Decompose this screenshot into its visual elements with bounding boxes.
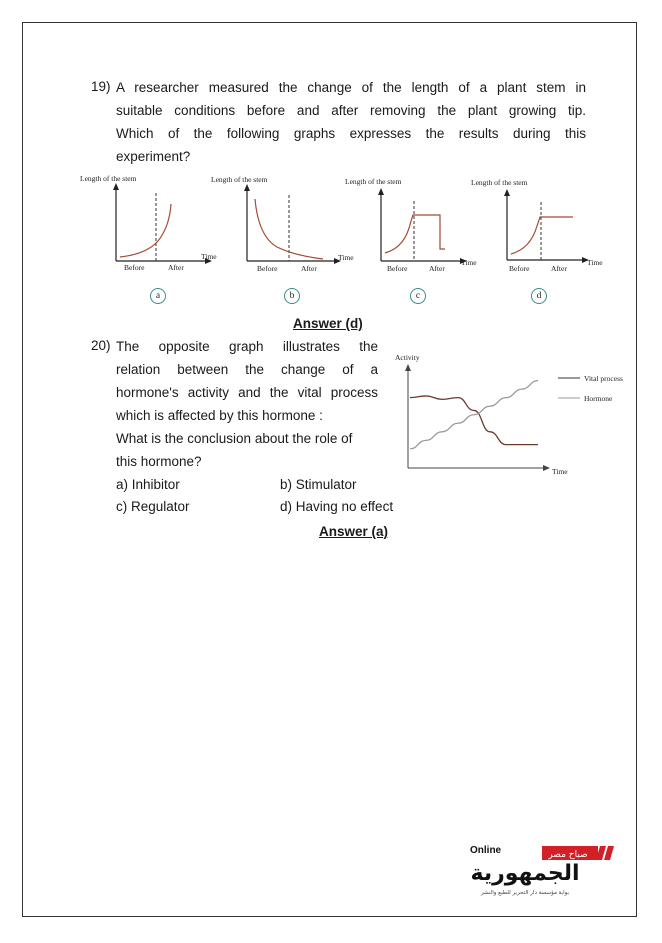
question-20-line-6: this hormone? — [116, 454, 202, 469]
question-20-number: 20) — [91, 338, 111, 353]
question-20-line-4: which is affected by this hormone : — [116, 408, 323, 423]
graph-a-time: Time — [201, 252, 217, 261]
question-19-line-2: suitable conditions before and after removing the plant growing tip. — [116, 103, 586, 118]
question-20-line-5: What is the conclusion about the role of — [116, 431, 353, 446]
graph-a-before: Before — [124, 263, 145, 272]
graph-c — [341, 173, 486, 283]
graph-a-after: After — [168, 263, 184, 272]
graph-c-title: Length of the stem — [345, 177, 402, 186]
choice-a-circle: a — [150, 288, 166, 304]
graph-d-time: Time — [587, 258, 603, 267]
legend-vital-process: Vital process — [584, 374, 623, 383]
legend-hormone: Hormone — [584, 394, 613, 403]
graph-c-before: Before — [387, 264, 408, 273]
option-d: d) Having no effect — [280, 499, 394, 514]
chart-xlabel: Time — [552, 467, 568, 476]
question-20-line-2: relation between the change of a — [116, 362, 378, 377]
graph-c-curve — [385, 215, 445, 253]
choice-b-circle: b — [284, 288, 300, 304]
graph-b-title: Length of the stem — [211, 175, 268, 184]
chart-ylabel: Activity — [395, 353, 420, 362]
graph-b-time: Time — [338, 253, 354, 262]
question-19-line-3: Which of the following graphs expresses the results during this — [116, 126, 586, 141]
series-line-vital-process — [410, 396, 538, 445]
graph-c-time: Time — [461, 258, 477, 267]
graph-d-before: Before — [509, 264, 530, 273]
question-19-line-4: experiment? — [116, 149, 191, 164]
graph-d — [467, 174, 612, 284]
option-b: b) Stimulator — [280, 477, 357, 492]
logo-top-text: Online — [470, 845, 502, 856]
publisher-logo — [430, 840, 620, 900]
question-20-line-1: The opposite graph illustrates the — [116, 339, 378, 354]
graph-b-before: Before — [257, 264, 278, 273]
answer-19: Answer (d) — [293, 316, 363, 331]
graph-a-title: Length of the stem — [80, 174, 137, 183]
option-a: a) Inhibitor — [116, 477, 180, 492]
hormone-chart — [388, 348, 650, 482]
graph-d-curve — [511, 217, 573, 254]
choice-c-circle: c — [410, 288, 426, 304]
logo-red-text: صباح مصر — [548, 850, 588, 860]
graph-b-after: After — [301, 264, 317, 273]
graph-a-curve — [120, 204, 171, 257]
question-19-number: 19) — [91, 79, 111, 94]
option-c: c) Regulator — [116, 499, 190, 514]
answer-20: Answer (a) — [319, 524, 389, 539]
series-line-hormone — [410, 381, 538, 449]
graph-d-title: Length of the stem — [471, 178, 528, 187]
logo-main-text: الجمهورية — [470, 861, 580, 886]
question-19-line-1: A researcher measured the change of the length of a plant stem in — [116, 80, 586, 95]
graph-b — [207, 171, 354, 281]
graph-d-after: After — [551, 264, 567, 273]
graph-a — [76, 171, 216, 281]
logo-tagline: بوابة مؤسسة دار التحرير للطبع والنشر — [480, 890, 570, 896]
graph-c-after: After — [429, 264, 445, 273]
choice-d-circle: d — [531, 288, 547, 304]
question-20-line-3: hormone's activity and the vital process — [116, 385, 378, 400]
